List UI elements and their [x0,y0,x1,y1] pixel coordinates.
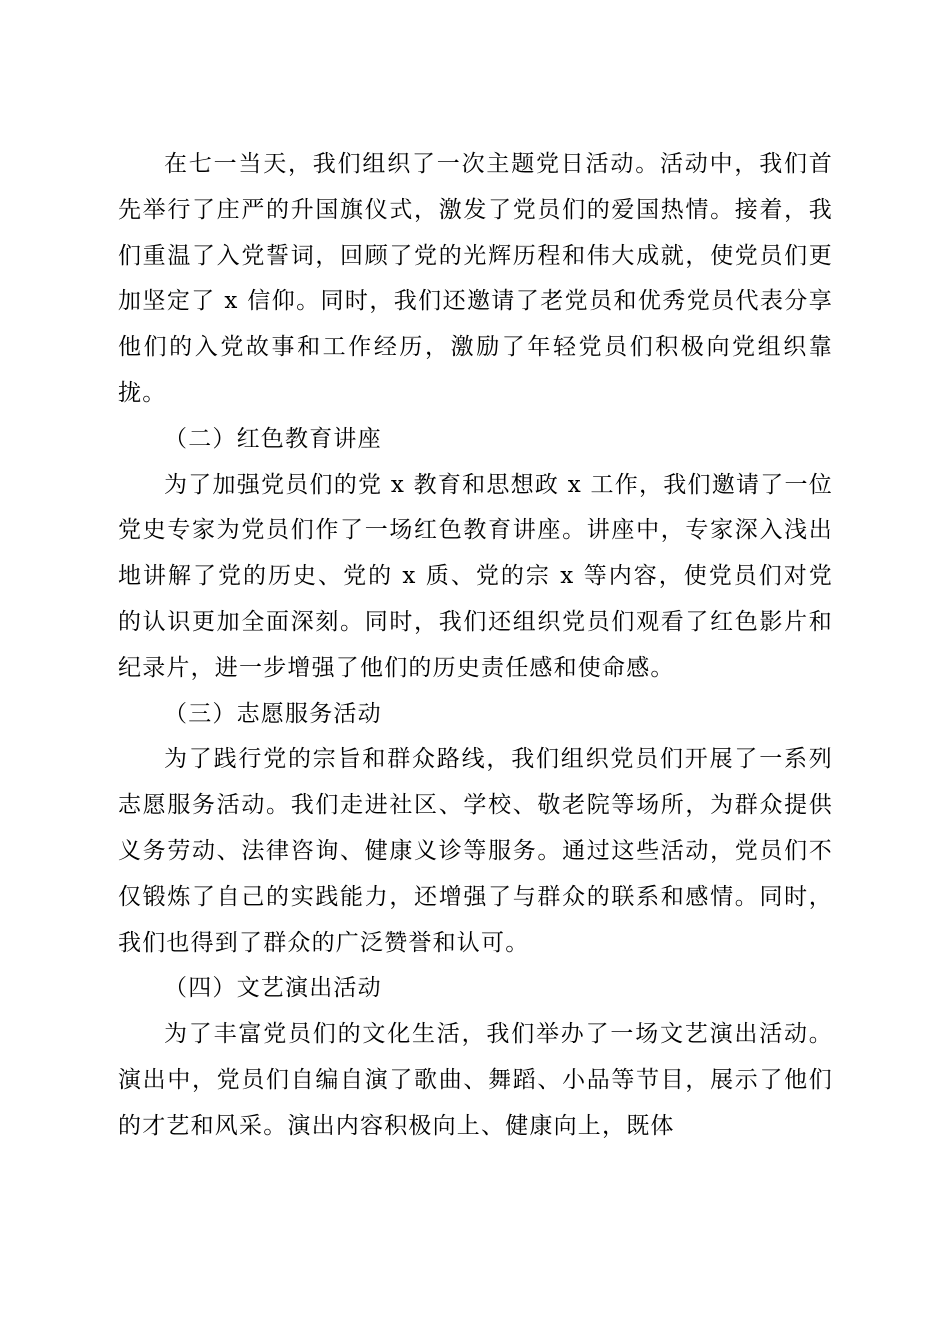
paragraph-red-education-lecture: 为了加强党员们的党 x 教育和思想政 x 工作，我们邀请了一位党史专家为党员们作了一场红色教育讲座。讲座中，专家深入浅出地讲解了党的历史、党的 x 质、党的宗 x 等内容，使党员们对党的认识更加全面深刻。同时，我们还组织党员们观看了红色影片和纪录片，进一步增强了他们的历史责任感和使命感。 [118,471,833,681]
paragraph-art-performance: 为了丰富党员们的文化生活，我们举办了一场文艺演出活动。演出中，党员们自编自演了歌曲、舞蹈、小品等节目，展示了他们的才艺和风采。演出内容积极向上、健康向上，既体 [118,1021,833,1139]
document-body [118,142,833,1150]
paragraph-volunteer-service: 为了践行党的宗旨和群众路线，我们组织党员们开展了一系列志愿服务活动。我们走进社区、学校、敬老院等场所，为群众提供义务劳动、法律咨询、健康义诊等服务。通过这些活动，党员们不仅锻炼了自己的实践能力，还增强了与群众的联系和感情。同时，我们也得到了群众的广泛赞誉和认可。 [118,746,833,956]
section-heading-art-performance: （四）文艺演出活动 [164,975,382,1002]
section-heading-red-education-lecture: （二）红色教育讲座 [164,425,382,452]
paragraph-party-day: 在七一当天，我们组织了一次主题党日活动。活动中，我们首先举行了庄严的升国旗仪式，激发了党员们的爱国热情。接着，我们重温了入党誓词，回顾了党的光辉历程和伟大成就，使党员们更加坚定了 x 信仰。同时，我们还邀请了老党员和优秀党员代表分享他们的入党故事和工作经历，激励了年轻党员们积极向党组织靠拢。 [118,151,833,406]
section-heading-volunteer-service: （三）志愿服务活动 [164,700,382,727]
